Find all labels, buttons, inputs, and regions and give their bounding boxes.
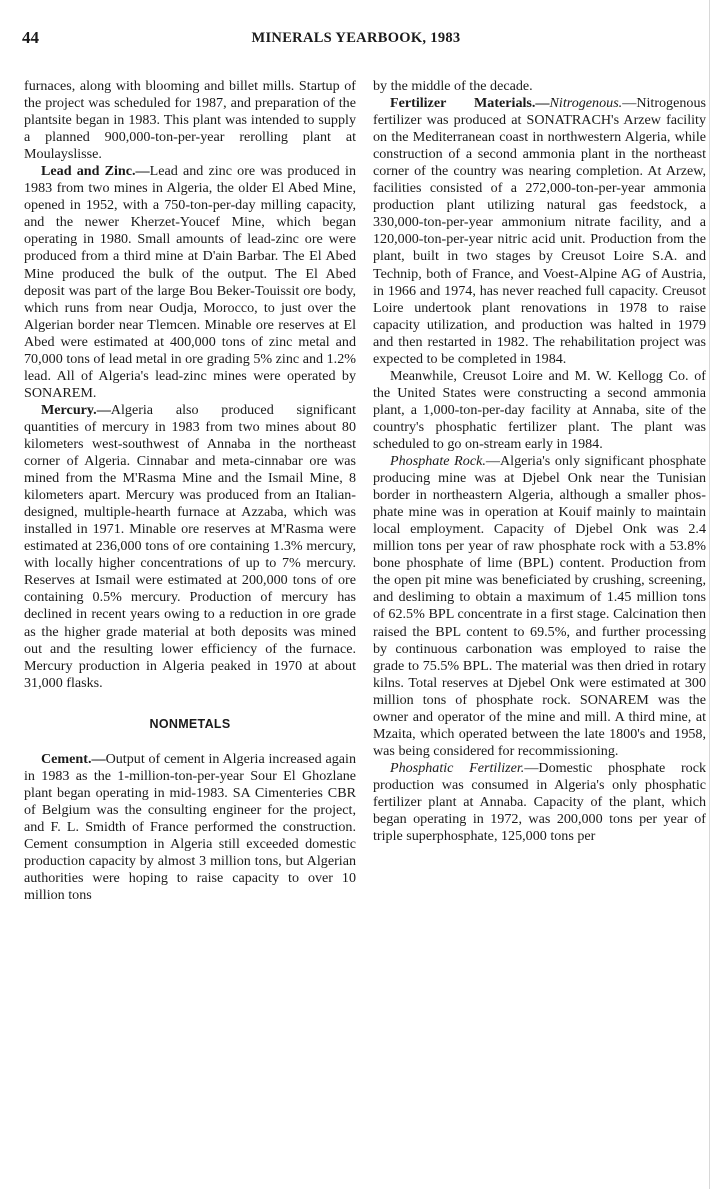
paragraph-meanwhile: Meanwhile, Creusot Loire and M. W. Kellogg Co. of the United States were constructing a second ammonia plant, a 1,000-ton-per-day facility at Annaba, site of the country's phosphatic fertilizer plant. The plant was scheduled to go on-stream early in 1984. — [373, 367, 706, 452]
page-edge-line — [709, 0, 710, 1189]
text-phosphate-rock: —Algeria's only significant phosphate producing mine was at Djebel Onk near the Tunisian border in northeastern Algeria, although a smaller phosphate mine was in operation at Kouif mainly to maintain local employment. Capacity of Djebel Onk was 2.4 million tons per year of raw phosphate rock with a 53.8% bone phosphate of lime (BPL) content. Production from the open pit mine was beneficiated by crushing, screening, and desliming to obtain a maximum of 1.45 million tons of 62.5% BPL concentrate in a first stage. Calcination then raised the BPL content to 69.5%, and further processing by continuous carbonation was employed to raise the grade to 75.5% BPL. The material was then dried in rotary kilns. Total reserves at Djebel Onk were estimated at 300 million tons of phosphate rock. SONAREM was the owner and operator of the mine and mill. A third mine, at Mzaita, which operated between the late 1800's and 1958, was being considered for recommissioning. — [373, 453, 706, 759]
heading-mercury: Mercury.— — [41, 401, 111, 418]
page-number: 44 — [22, 28, 39, 47]
paragraph-lead-zinc — [24, 163, 356, 402]
heading-lead-zinc: Lead and Zinc.— — [41, 163, 150, 180]
heading-fertilizer: Fertilizer Materials.— — [390, 95, 550, 112]
text-mercury: Algeria also produced significant quantities of mercury in 1983 from two mines about 80 kilometers west-southwest of Annaba in the northeast corner of Algeria. Cinnabar and meta-cinnabar ore was mined from the M'Rasma Mine and the Ismail Mine, 8 kilometers apart. Mercury was produced from an Italian-designed, multiple-hearth furnace at Azzaba, which was installed in 1971. Minable ore reserves at M'Rasma were estimated at 236,000 tons of ore containing 1.3% mercury, with locally higher concentrations of up to 7% mercury. Reserves at Ismail were estimated at 200,000 tons of ore containing 0.5% mercury. Production of mercury has declined in recent years owing to a reduction in ore grade as the higher grade material at both deposits was mined out and the resulting lower efficiency of the furnace. Mercury production in Algeria peaked in 1970 at about 31,000 flasks. — [24, 401, 356, 691]
text-lead-zinc: Lead and zinc ore was produced in 1983 from two mines in Algeria, the older El Abed Mine, opened in 1952, with a 750-ton-per-day milling capacity, and the newer Kherzet-Youcef Mine, which began operating in 1980. Small amounts of lead-zinc ore were produced from a third mine at D'ain Barbar. The El Abed Mine produced the bulk of the output. The El Abed deposit was part of the large Bou Beker-Touissit ore body, which runs from near Oudja, Morocco, to just over the Algerian border near Tlemcen. Minable ore reserves at El Abed were estimated at 400,000 tons of zinc metal and 70,000 tons of lead metal in ore grading 5% zinc and 1.2% lead. All of Algeria's lead-zinc mines were operated by SONAREM. — [24, 163, 356, 401]
subheading-nitrogenous: Nitrogenous. — [549, 95, 623, 112]
right-column — [373, 78, 706, 845]
paragraph-continuation: furnaces, along with blooming and billet mills. Startup of the project was scheduled for 1987, and preparation of the plantsite began in 1983. This plant was intended to supply a planned 900,000-ton-per-year rerolling plant at Moulayslisse. — [24, 78, 356, 163]
text-fertilizer: —Nitrogenous fertilizer was produced at SONATRACH's Arzew facility on the Mediterranean coast in northwestern Algeria, while construction of a second ammonia plant in the northeast corner of the country was nearing completion. At Arzew, facilities consisted of a 272,000-ton-per-year ammonia production plant utilizing natural gas feedstock, a 330,000-ton-per-year ammonium nitrate facility, and a 120,000-ton-per-year nitric acid unit. Production from the plant, built in two stages by Creusot Loire S.A. and Technip, both of France, and Voest-Alpine AG of Austria, in 1966 and 1974, has never reached full capacity. Creusot Loire undertook plant renovations in 1978 to raise capacity utilization, and production was halted in 1979 and then restarted in 1982. The rehabilitation project was expected to be completed in 1984. — [373, 95, 706, 367]
paragraph-phosphate-rock — [373, 453, 706, 760]
paragraph-fertilizer — [373, 95, 706, 368]
paragraph-cement — [24, 751, 356, 904]
heading-cement: Cement.— — [41, 750, 106, 767]
running-head: MINERALS YEARBOOK, 1983 — [251, 30, 461, 46]
paragraph-mercury — [24, 402, 356, 692]
heading-phosphatic-fertilizer: Phosphatic Fertilizer. — [390, 759, 525, 776]
left-column — [24, 78, 356, 904]
section-title-nonmetals: NONMETALS — [149, 716, 231, 731]
text-phosphatic-fertilizer: —Domestic phosphate rock production was consumed in Algeria's only phosphatic fertilizer plant at Annaba. Capacity of the plant, which began operating in 1972, was 200,000 tons per year of triple superphosphate, 125,000 tons per — [373, 759, 706, 845]
paragraph-continuation-right: by the middle of the decade. — [373, 78, 533, 94]
paragraph-phosphatic-fertilizer — [373, 760, 706, 845]
heading-phosphate-rock: Phosphate Rock. — [390, 453, 486, 470]
text-cement: Output of cement in Algeria increased again in 1983 as the 1-million-ton-per-year Sour El Ghozlane plant began operating in mid-1983. SA Cimenteries CBR of Belgium was the consulting engineer for the project, and F. L. Smidth of France performed the construction. Cement consumption in Algeria still exceeded domestic production capacity by almost 3 million tons, but Algerian authorities were hoping to raise capacity to over 10 million tons — [24, 750, 356, 904]
